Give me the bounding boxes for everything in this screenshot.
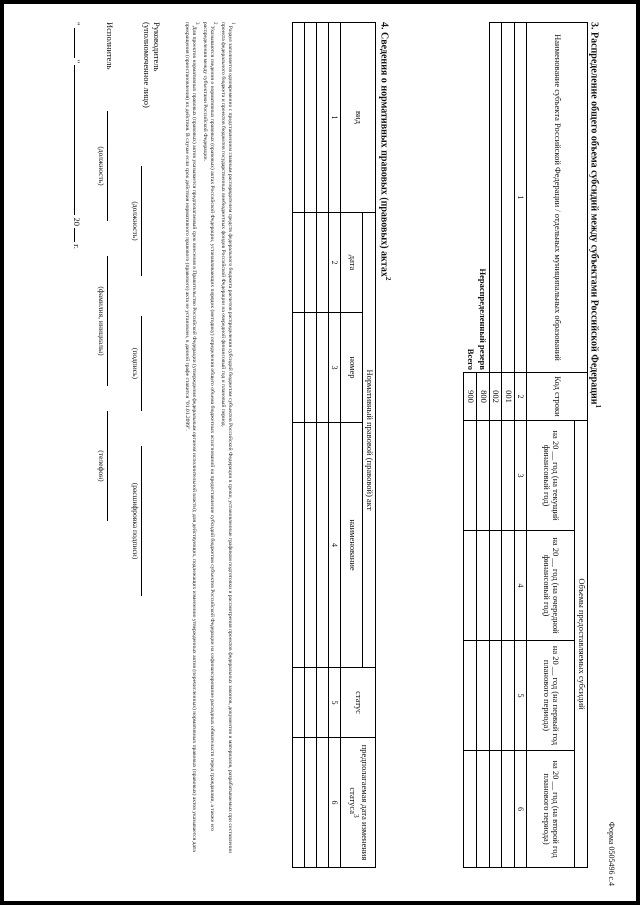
header-volumes: Объемы предоставляемых субсидий <box>575 421 588 868</box>
header-kind: вид <box>341 23 376 213</box>
date-line: " " 20 г. <box>72 22 82 249</box>
header-number: номер <box>341 313 363 423</box>
header-year-current: на 20 __ год (на текущий финансовый год) <box>527 421 575 531</box>
header-year-plan2: на 20 __ год (на второй год планового периода) <box>527 751 575 868</box>
header-year-plan1: на 20 __ год (на первый год планового периода) <box>527 641 575 751</box>
section4-table <box>292 22 376 868</box>
table-row <box>293 23 305 868</box>
executor-label: Исполнитель <box>105 22 115 70</box>
header-status-date: предполагаемая дата изменения статуса$^3$ <box>341 738 376 868</box>
footnote-2: $^2$ Указываются сведения о нормативных правовых (правовых) актах Российской Федерации, устанавливающих порядок (методику) определения общего объема бюджетных ассигнований на предоставление субсидий бюджетам субъектов Российской Федерации на софинансирование расходных обязательств перед гражданами, а также его распределения между субъектами Российской Федерации. <box>201 22 218 832</box>
head-position-caption: (должность) <box>131 201 140 241</box>
table-row <box>317 23 329 868</box>
form-code: Форма 0505496 с.4 <box>607 821 616 886</box>
head-signature-line <box>141 316 142 411</box>
executor-fio-caption: (фамилия, инициалы) <box>97 286 106 356</box>
header-status: статус <box>341 668 376 738</box>
executor-position-caption: (должность) <box>97 146 106 186</box>
table-row: Всего 900 <box>463 23 476 868</box>
section3-table <box>463 22 588 868</box>
table-row: 002 <box>489 23 502 868</box>
footnote-3: $^3$ Для проектов нормативных правовых (правовых) актов указывается предполагаемый срок внесения в Правительство Российской Федерации (утверждения федеральным органом исполнительной власти); для действующих, подлежащих изменению утвержденных актов (перечисленных) нормативных правовых (правовых) актов указывается дата прекращения (приостановления) их действия. В случае если срок действия нормативного правового (правового) акта не установлен, в данной графе ставится "01.01.2099". <box>183 22 200 852</box>
header-act: Нормативный правовой (правовой) акт <box>363 213 376 668</box>
table-row: Нераспределенный резерв 800 <box>476 23 489 868</box>
head-position-line <box>141 166 142 276</box>
head-signature-caption: (подпись) <box>131 347 140 380</box>
head-decode-caption: (расшифровка подписи) <box>131 482 140 560</box>
footnotes <box>181 22 235 862</box>
executor-position-line <box>107 111 108 221</box>
footnote-1: $^1$ Раздел заполняется одновременно с представлением главным распорядителем средств федерального бюджета расчетов распределения субсидий бюджетам субъектов Российской Федерации в сроки, установленные графиком подготовки и рассмотрения проектов федеральных законов, документов и материалов, разрабатываемых при составлении проекта федерального бюджета и проектов бюджетов государственных внебюджетных фондов Российской Федерации на очередной финансовый год и плановый период. <box>219 22 235 854</box>
table-row <box>305 23 317 868</box>
section3-title: 3. Распределение общего объема субсидий между субъектами Российской Федерации$^1$ <box>588 22 602 409</box>
header-year-next: на 20 __ год (на очередной финансовый год) <box>527 531 575 641</box>
table-row: 001 <box>502 23 515 868</box>
head-decode-line <box>141 446 142 596</box>
executor-phone-line <box>107 411 108 521</box>
executor-phone-caption: (телефон) <box>97 450 106 482</box>
header-date: дата <box>341 213 363 313</box>
section4-title: 4. Сведения о нормативных правовых (правовых) актах$^2$ <box>378 22 392 281</box>
header-act-name: наименование <box>341 423 363 668</box>
column-numbers-row: 1 2 3 4 5 6 <box>515 23 527 868</box>
header-name: Наименование субъекта Российской Федерации / отдельных муниципальных образований <box>527 23 588 373</box>
header-code: Код строки <box>527 373 588 421</box>
column-numbers-row: 1 2 3 4 5 6 <box>329 23 341 868</box>
executor-fio-line <box>107 256 108 386</box>
rotated-form <box>30 16 620 896</box>
head-label: Руководитель (уполномоченное лицо) <box>142 22 162 108</box>
